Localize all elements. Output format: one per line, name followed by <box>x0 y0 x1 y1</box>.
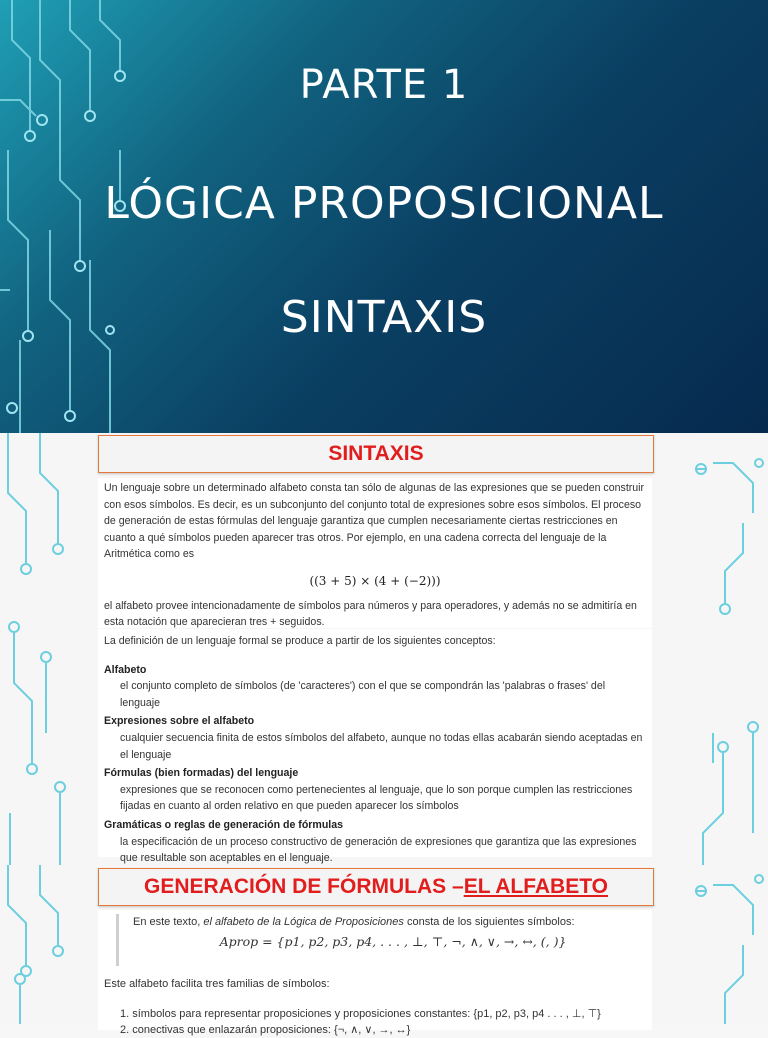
families-intro: Este alfabeto facilita tres familias de símbolos: <box>104 978 330 990</box>
alphabet-slide <box>0 865 768 1036</box>
circuit-left-decoration-icon <box>0 433 95 865</box>
syntax-description-panel <box>98 478 652 628</box>
slide-heading-part: PARTE 1 <box>299 62 469 108</box>
title-slide <box>0 0 768 433</box>
alphabet-panel <box>98 910 652 1036</box>
alphabet-quote <box>116 914 653 966</box>
definition-term: Expresiones sobre el alfabeto <box>104 715 255 728</box>
alphabet-formula: Aprop = {p1, p2, p3, p4, . . . , ⊥, ⊤, ¬, ∧, ∨, →, ↔, (, )} <box>219 934 567 949</box>
arithmetic-formula: ((3 + 5) × (4 + (−2))) <box>309 573 441 588</box>
circuit-left-decoration-icon <box>0 865 95 1024</box>
definition-description: el conjunto completo de símbolos (de 'caracteres') con el que se compondrán las 'palabras o frases' del lenguaje <box>120 680 606 709</box>
list-item: 2. conectivas que enlazarán proposiciones: {¬, ∧, ∨, →, ↔} <box>120 1024 411 1036</box>
quote-text: En este texto, <box>133 916 204 928</box>
definition-description: expresiones que se reconocen como pertenecientes al lenguaje, que lo son porque cumplen las restricciones fijadas en cuanto al orden relativo en que pueden aparecer los símbolos <box>120 783 633 813</box>
syntax-paragraph: Un lenguaje sobre un determinado alfabeto consta tan sólo de algunas de las expresiones que se pueden construir con esos símbolos. Es decir, es un subconjunto del conjunto total de expresiones sobre esos símbolos. El proceso de generación de estas fórmulas del lenguaje garantiza que cumplen necesariamente ciertas restricciones en cuanto a qué símbolos pueden aparecer tras otros. Por ejemplo, en una cadena correcta del lenguaje de la Aritmética como es <box>104 482 645 561</box>
list-item: 1. símbolos para representar proposiciones y proposiciones constantes: {p1, p2, p3, p4 . . . , ⊥, ⊤} <box>120 1008 601 1020</box>
definitions-intro: La definición de un lenguaje formal se produce a partir de los siguientes conceptos: <box>104 635 496 647</box>
definition-description: la especificación de un proceso constructivo de generación de expresiones que garantiza que las expresiones que resultable son aceptables en el lenguaje. <box>120 835 637 865</box>
slide-heading-topic: LÓGICA PROPOSICIONAL <box>104 178 664 229</box>
circuit-right-decoration-icon <box>673 865 768 1024</box>
slide-heading-subtopic: SINTAXIS <box>280 292 488 343</box>
syntax-paragraph-continued: el alfabeto provee intencionadamente de símbolos para números y para operadores, y además no se admitiría en esta notación que aparecieran tres + seguidos. <box>104 599 637 629</box>
definition-term: Fórmulas (bien formadas) del lenguaje <box>104 767 299 780</box>
slide-title: SINTAXIS <box>98 435 654 473</box>
circuit-right-decoration-icon <box>673 433 768 865</box>
slide-title-main: GENERACIÓN DE FÓRMULAS – <box>144 875 464 898</box>
slide-title-highlight: EL ALFABETO <box>463 875 608 898</box>
definitions-panel <box>98 629 652 865</box>
quote-emphasis: el alfabeto de la Lógica de Proposiciones <box>203 916 404 928</box>
definition-term: Gramáticas o reglas de generación de fórmulas <box>104 818 344 831</box>
definition-term: Alfabeto <box>104 663 147 676</box>
syntax-slide <box>0 433 768 865</box>
quote-text: consta de los siguientes símbolos: <box>403 916 575 928</box>
definition-description: cualquier secuencia finita de estos símbolos del alfabeto, aunque no todas ellas acabarán siendo aceptadas en el lenguaje <box>120 731 643 761</box>
slide-title <box>98 868 654 906</box>
